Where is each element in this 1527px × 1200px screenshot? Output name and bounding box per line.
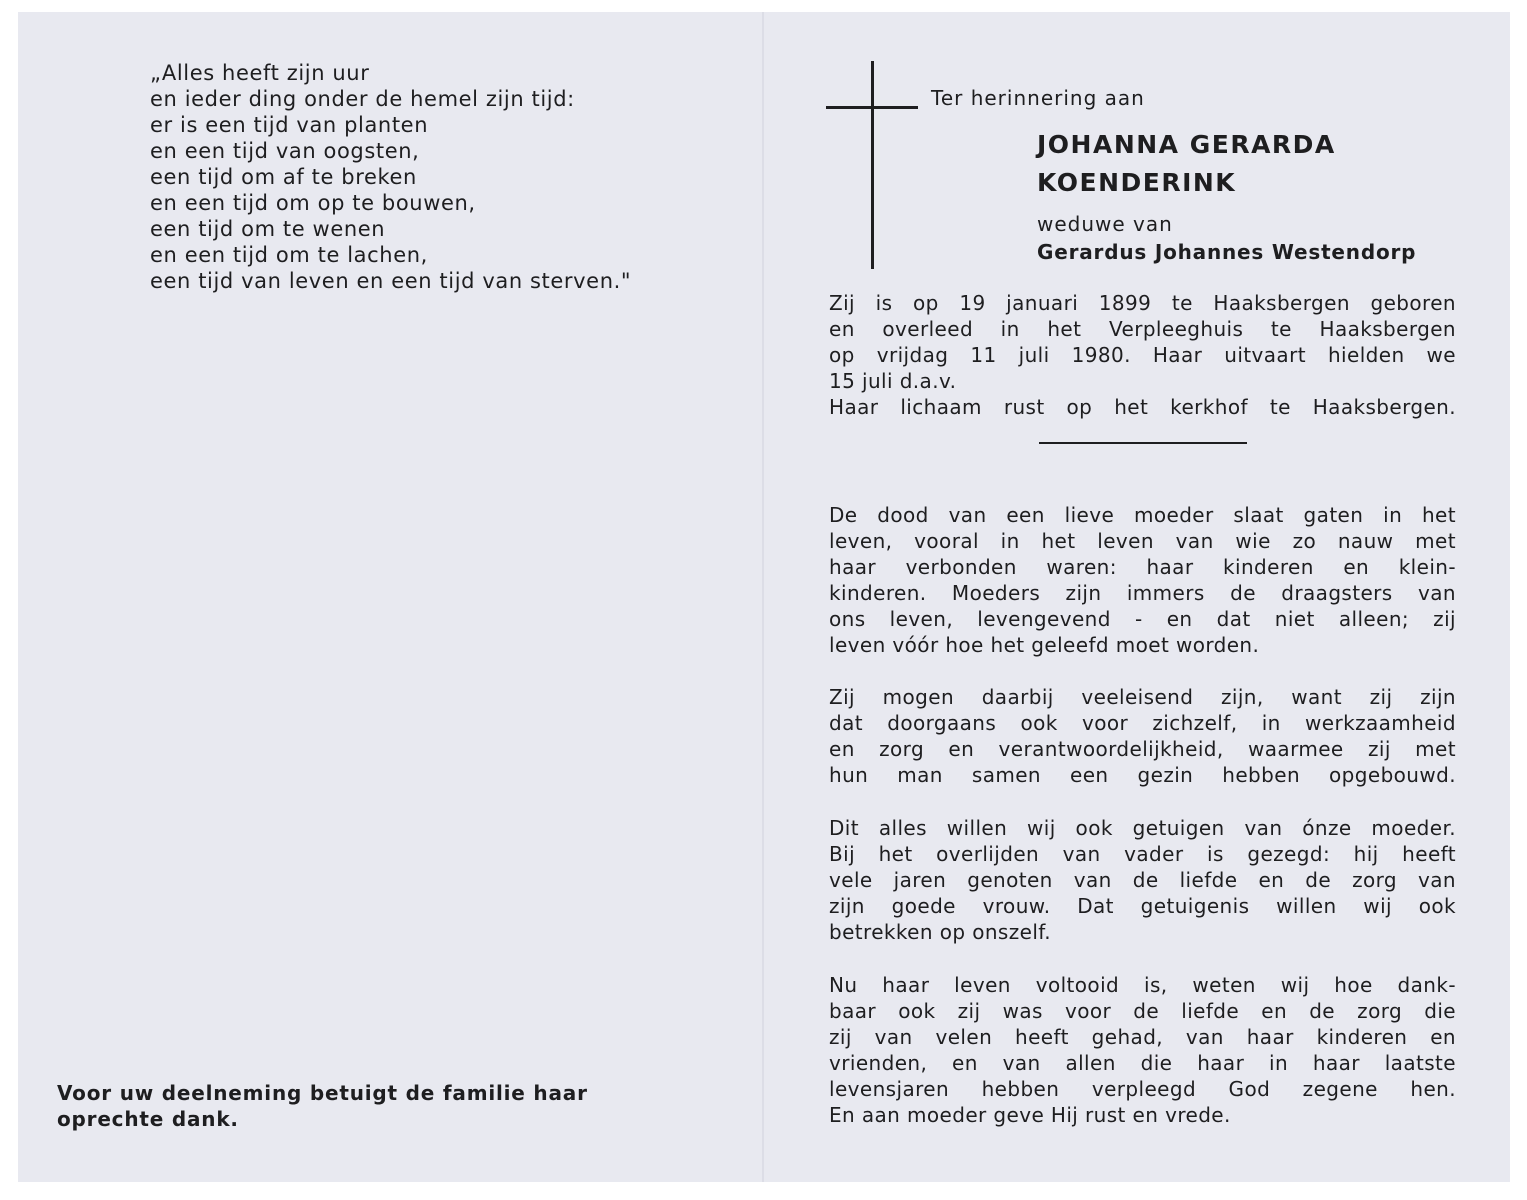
paragraph-line: Bij het overlijden van vader is gezegd: hij heeft: [829, 842, 1456, 866]
name-line-2: KOENDERINK: [1037, 168, 1237, 197]
paragraph-3: [829, 815, 1456, 945]
poem-line: en ieder ding onder de hemel zijn tijd:: [150, 87, 575, 111]
paragraph-line: haar verbonden waren: haar kinderen en klein-: [829, 555, 1456, 579]
paragraph-line: Dit alles willen wij ook getuigen van ónze moeder.: [829, 816, 1456, 840]
bio-line: Haar lichaam rust op het kerkhof te Haaksbergen.: [829, 395, 1456, 419]
poem-line: „Alles heeft zijn uur: [150, 61, 370, 85]
poem-line: en een tijd om op te bouwen,: [150, 191, 476, 215]
paragraph-line: baar ook zij was voor de liefde en de zorg die: [829, 999, 1456, 1023]
poem-line: en een tijd van oogsten,: [150, 139, 420, 163]
bio-line: 15 juli d.a.v.: [829, 369, 957, 393]
paragraph-2: [829, 684, 1456, 788]
memorial-intro: Ter herinnering aan: [931, 86, 1145, 110]
poem-line: een tijd van leven en een tijd van sterven.": [150, 269, 632, 293]
section-divider: [1039, 442, 1247, 444]
family-thanks: [57, 1080, 588, 1132]
bio-line: op vrijdag 11 juli 1980. Haar uitvaart hielden we: [829, 343, 1456, 367]
name-line-1: JOHANNA GERARDA: [1037, 130, 1336, 159]
paragraph-1: [829, 502, 1456, 658]
paragraph-4: [829, 972, 1456, 1128]
paragraph-line: zij van velen heeft gehad, van haar kinderen en: [829, 1025, 1456, 1049]
husband-name: Gerardus Johannes Westendorp: [1037, 240, 1417, 264]
scripture-poem: [150, 60, 631, 294]
bio-line: Zij is op 19 januari 1899 te Haaksbergen geboren: [829, 291, 1456, 315]
deceased-name: [1037, 126, 1336, 202]
cross-icon: [871, 61, 874, 269]
paragraph-line: vele jaren genoten van de liefde en de zorg van: [829, 868, 1456, 892]
cross-icon-bar: [826, 106, 918, 109]
paragraph-line: En aan moeder geve Hij rust en vrede.: [829, 1103, 1231, 1127]
paragraph-line: Nu haar leven voltooid is, weten wij hoe dank-: [829, 973, 1456, 997]
poem-line: een tijd om af te breken: [150, 165, 417, 189]
paragraph-line: hun man samen een gezin hebben opgebouwd.: [829, 763, 1456, 787]
paragraph-line: De dood van een lieve moeder slaat gaten in het: [829, 503, 1456, 527]
paragraph-line: ons leven, levengevend - en dat niet alleen; zij: [829, 607, 1456, 631]
bio-line: en overleed in het Verpleeghuis te Haaksbergen: [829, 317, 1456, 341]
paragraph-line: levensjaren hebben verpleegd God zegene hen.: [829, 1077, 1456, 1101]
biography: [829, 290, 1456, 420]
paragraph-line: betrekken op onszelf.: [829, 920, 1052, 944]
card-fold-line: [762, 12, 764, 1182]
paragraph-line: zijn goede vrouw. Dat getuigenis willen wij ook: [829, 894, 1456, 918]
poem-line: en een tijd om te lachen,: [150, 243, 428, 267]
paragraph-line: leven vóór hoe het geleefd moet worden.: [829, 633, 1260, 657]
widow-label: weduwe van: [1037, 212, 1173, 236]
poem-line: een tijd om te wenen: [150, 217, 386, 241]
paragraph-line: vrienden, en van allen die haar in haar laatste: [829, 1051, 1456, 1075]
paragraph-line: en zorg en verantwoordelijkheid, waarmee zij met: [829, 737, 1456, 761]
paragraph-line: dat doorgaans ook voor zichzelf, in werkzaamheid: [829, 711, 1456, 735]
poem-line: er is een tijd van planten: [150, 113, 429, 137]
thanks-line: Voor uw deelneming betuigt de familie haar: [57, 1081, 588, 1105]
paragraph-line: leven, vooral in het leven van wie zo nauw met: [829, 529, 1456, 553]
paragraph-line: kinderen. Moeders zijn immers de draagsters van: [829, 581, 1456, 605]
thanks-line: oprechte dank.: [57, 1107, 239, 1131]
paragraph-line: Zij mogen daarbij veeleisend zijn, want zij zijn: [829, 685, 1456, 709]
